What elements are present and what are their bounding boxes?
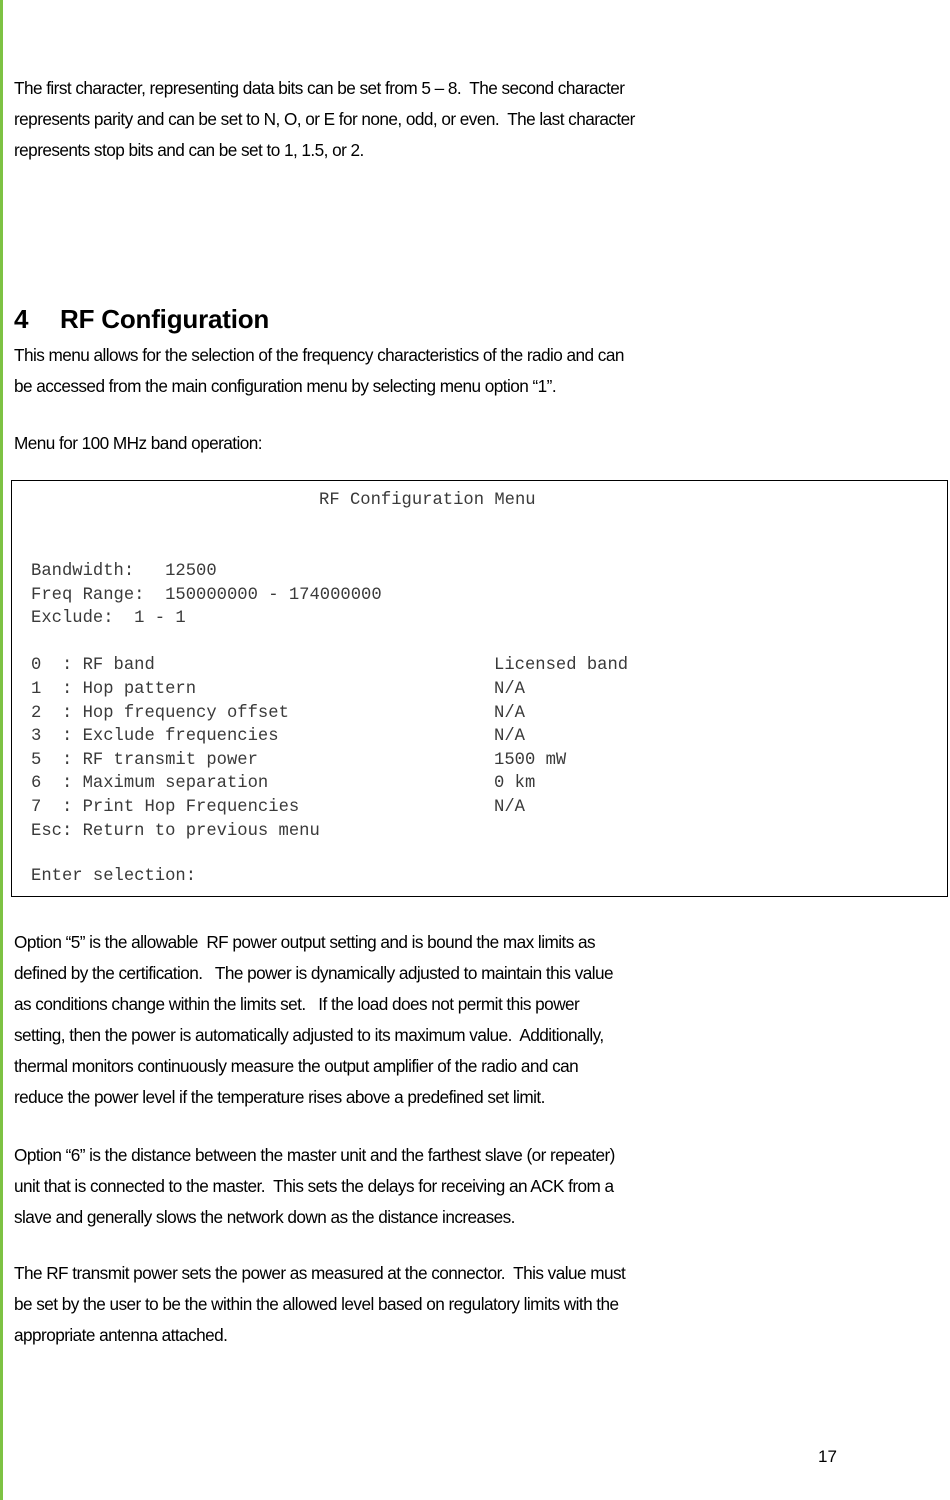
terminal-menu-box: RF Configuration Menu Bandwidth: 12500 Freq Range: 150000000 - 174000000 Exclude: 1 - 1 0 : RF band Licensed band 1 : Hop pattern N/A 2 : Hop frequency offset N/A 3 : Exclude frequencies N/A 5 : RF transmit power 1500 mW 6 : Maximum separation 0 km 7 : Print Hop Frequencies N/A Esc: Return to previous menu Enter selection:: [11, 480, 948, 897]
margin-accent-bar: [0, 0, 3, 1500]
text-line: Option “6” is the distance between the master unit and the farthest slave (or repeater): [14, 1145, 615, 1165]
section-number: 4: [14, 304, 29, 334]
text-line: represents stop bits and can be set to 1, 1.5, or 2.: [14, 140, 364, 160]
option-key: 6: [31, 774, 62, 793]
option-value: N/A: [494, 798, 525, 817]
menu-intro: [14, 428, 844, 459]
option-value: N/A: [494, 704, 525, 723]
terminal-option-escape[interactable]: Esc: Return to previous menu: [31, 822, 320, 841]
option-value: N/A: [494, 680, 525, 699]
text-line: represents parity and can be set to N, O, or E for none, odd, or even. The last character: [14, 109, 635, 129]
text-line: Option “5” is the allowable RF power output setting and is bound the max limits as: [14, 932, 596, 952]
text-line: as conditions change within the limits set. If the load does not permit this power: [14, 994, 580, 1014]
intro-paragraph: [14, 73, 844, 166]
option-label: Maximum separation: [82, 774, 269, 793]
text-line: defined by the certification. The power is dynamically adjusted to maintain this value: [14, 963, 614, 983]
option-value: 0 km: [494, 774, 536, 793]
text-line: unit that is connected to the master. This sets the delays for receiving an ACK from a: [14, 1176, 614, 1196]
power-paragraph: [14, 1258, 844, 1351]
text-line: The first character, representing data bits can be set from 5 – 8. The second character: [14, 78, 625, 98]
text-line: be set by the user to be the within the allowed level based on regulatory limits with the: [14, 1294, 619, 1314]
section-description: [14, 340, 844, 402]
option-key: 1: [31, 680, 62, 699]
section-title: RF Configuration: [60, 304, 270, 334]
option6-paragraph: [14, 1140, 844, 1233]
terminal-prompt: Enter selection:: [31, 867, 197, 886]
option-key: 5: [31, 751, 62, 770]
option-key: 2: [31, 704, 62, 723]
option-key: 3: [31, 727, 62, 746]
text-line: slave and generally slows the network down as the distance increases.: [14, 1207, 515, 1227]
text-line: This menu allows for the selection of the frequency characteristics of the radio and can: [14, 345, 624, 365]
text-line: Menu for 100 MHz band operation:: [14, 433, 263, 453]
page-number: 17: [818, 1447, 837, 1466]
option-label: Print Hop Frequencies: [82, 798, 300, 817]
option-label: Hop pattern: [82, 680, 197, 699]
terminal-info-exclude: Exclude: 1 - 1: [31, 609, 186, 628]
option-value: Licensed band: [494, 656, 629, 675]
text-line: appropriate antenna attached.: [14, 1325, 228, 1345]
option-label: RF band: [82, 656, 155, 675]
terminal-info-freq-range: Freq Range: 150000000 - 174000000: [31, 586, 382, 605]
text-line: reduce the power level if the temperature rises above a predefined set limit.: [14, 1087, 545, 1107]
text-line: thermal monitors continuously measure the output amplifier of the radio and can: [14, 1056, 579, 1076]
terminal-title: RF Configuration Menu: [319, 491, 536, 510]
option-key: 0: [31, 656, 62, 675]
option-value: N/A: [494, 727, 525, 746]
text-line: The RF transmit power sets the power as measured at the connector. This value must: [14, 1263, 626, 1283]
text-line: be accessed from the main configuration menu by selecting menu option “1”.: [14, 376, 557, 396]
option5-paragraph: [14, 927, 844, 1113]
option-key: 7: [31, 798, 62, 817]
option-label: RF transmit power: [82, 751, 258, 770]
text-line: setting, then the power is automatically adjusted to its maximum value. Additionally,: [14, 1025, 604, 1045]
terminal-info-bandwidth: Bandwidth: 12500: [31, 562, 217, 581]
option-value: 1500 mW: [494, 751, 567, 770]
option-label: Exclude frequencies: [82, 727, 279, 746]
section-heading: [14, 302, 269, 336]
option-label: Hop frequency offset: [82, 704, 289, 723]
